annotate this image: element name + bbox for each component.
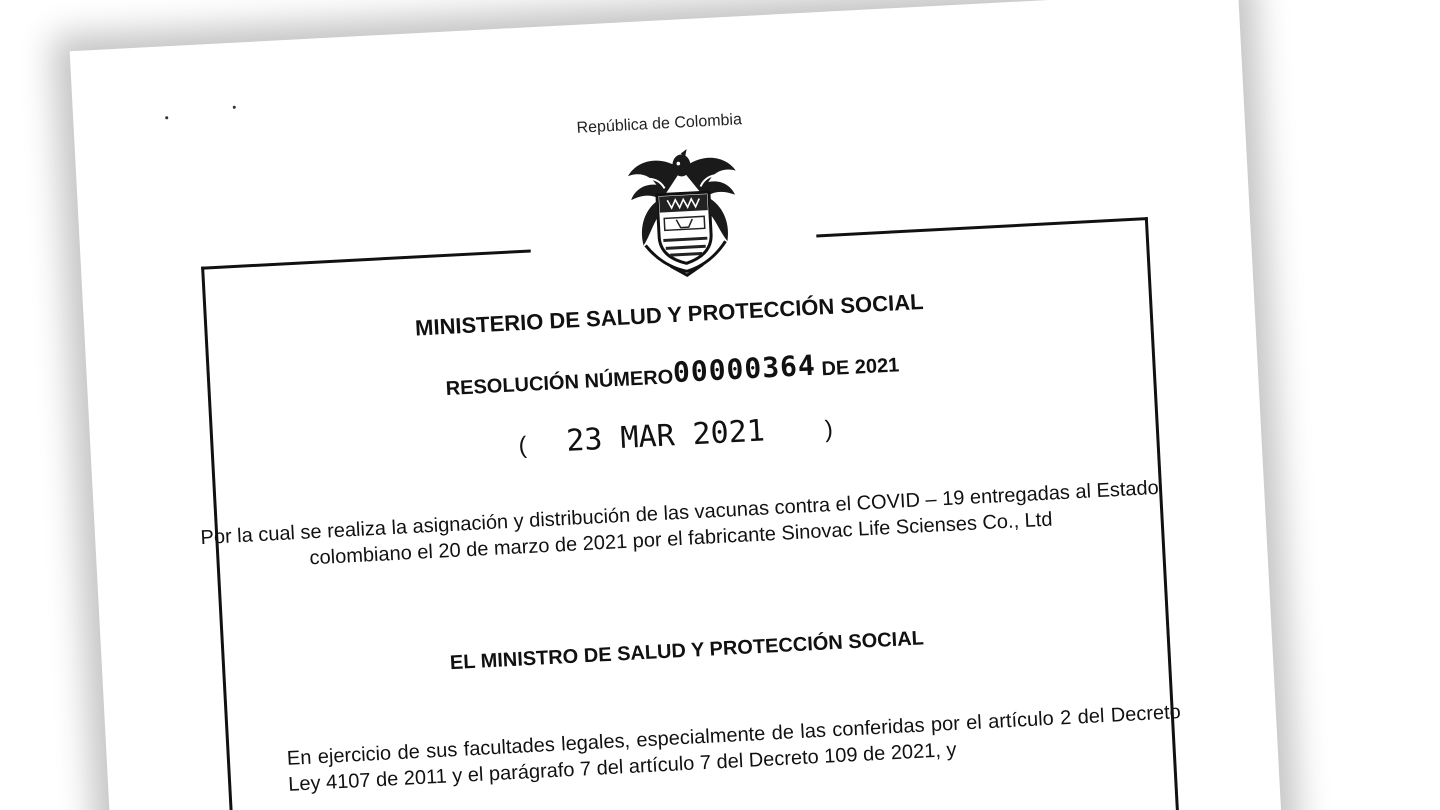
scan-speck — [233, 106, 236, 109]
frame-top-left — [201, 249, 531, 269]
coat-of-arms-of-colombia-icon — [621, 144, 748, 280]
date-stamp: 23 MAR 2021 — [565, 413, 766, 459]
resolution-subject: Por la cual se realiza la asignación y distribución de las vacunas contra el COVID – 19 entregadas al Estado colombiano el 20 de marzo de 2021 por el fabricante Sinovac Life Scienses Co., Ltd — [199, 476, 1160, 570]
paper-sheet — [70, 0, 1291, 810]
resolution-number-stamp: 00000364 — [672, 348, 817, 390]
scan-speck — [165, 116, 168, 119]
recital-paragraph: En ejercicio de sus facultades legales, especialmente de las conferidas por el artículo 2 del Decreto Ley 4107 de 2011 y el parágrafo 7 del artículo 7 del Decreto 109 de 2021, y — [286, 701, 1182, 796]
frame-top-right — [816, 217, 1148, 237]
signatory-title: EL MINISTRO DE SALUD Y PROTECCIÓN SOCIAL — [449, 627, 925, 675]
date-open-paren: ( — [517, 431, 528, 460]
resolution-year: DE 2021 — [820, 354, 900, 381]
resolution-label: RESOLUCIÓN NÚMERO — [445, 366, 674, 401]
ministry-title: MINISTERIO DE SALUD Y PROTECCIÓN SOCIAL — [414, 288, 925, 341]
country-header: República de Colombia — [576, 111, 743, 137]
date-close-paren: ) — [824, 415, 834, 444]
